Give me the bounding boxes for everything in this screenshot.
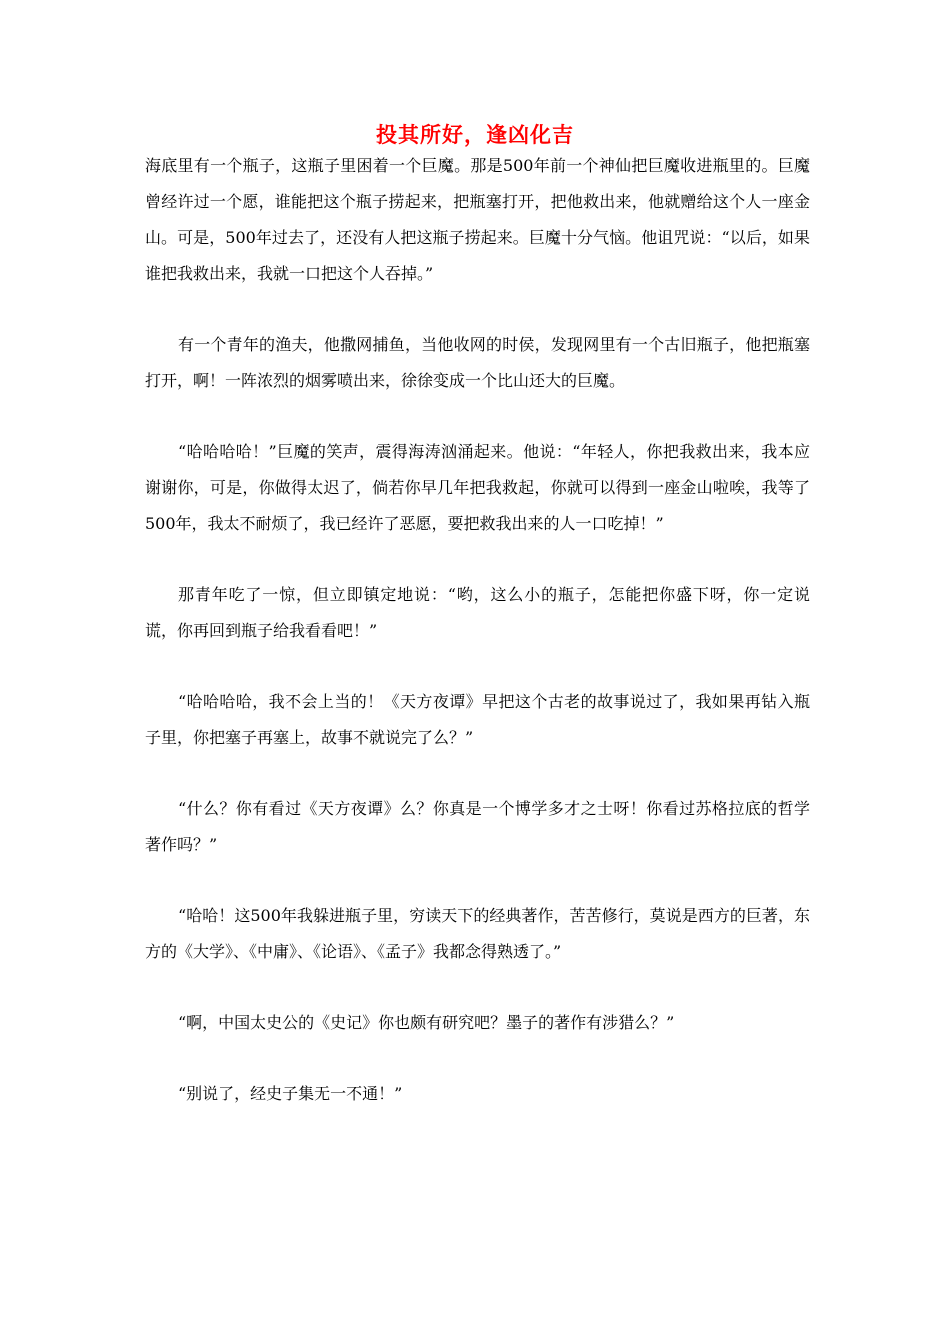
paragraph-2: 有一个青年的渔夫，他撒网捕鱼，当他收网的时侯，发现网里有一个古旧瓶子，他把瓶塞打开，啊！一阵浓烈的烟雾喷出来，徐徐变成一个比山还大的巨魔。 bbox=[145, 335, 810, 390]
paragraph-1: 海底里有一个瓶子，这瓶子里困着一个巨魔。那是500年前一个神仙把巨魔收进瓶里的。巨魔曾经许过一个愿，谁能把这个瓶子捞起来，把瓶塞打开，把他救出来，他就赠给这个人一座金山。可是，500年过去了，还没有人把这瓶子捞起来。巨魔十分气恼。他诅咒说：“以后，如果谁把我救出来，我就一口把这个人吞掉。” bbox=[145, 156, 810, 283]
article-body bbox=[145, 148, 810, 1112]
paragraph-9: “别说了，经史子集无一不通！” bbox=[178, 1084, 403, 1103]
page-title: 投其所好，逢凶化吉 bbox=[376, 122, 574, 147]
paragraph-4: 那青年吃了一惊，但立即镇定地说：“哟，这么小的瓶子，怎能把你盛下呀，你一定说谎，你再回到瓶子给我看看吧！” bbox=[145, 585, 810, 640]
paragraph-8: “啊，中国太史公的《史记》你也颇有研究吧？墨子的著作有涉猎么？” bbox=[178, 1013, 675, 1032]
paragraph-5: “哈哈哈哈，我不会上当的！《天方夜谭》早把这个古老的故事说过了，我如果再钻入瓶子里，你把塞子再塞上，故事不就说完了么？” bbox=[145, 692, 810, 747]
paragraph-6: “什么？你有看过《天方夜谭》么？你真是一个博学多才之士呀！你看过苏格拉底的哲学著作吗？” bbox=[145, 799, 810, 854]
paragraph-7: “哈哈！这500年我躲进瓶子里，穷读天下的经典著作，苦苦修行，莫说是西方的巨著，东方的《大学》、《中庸》、《论语》、《孟子》我都念得熟透了。” bbox=[145, 906, 810, 961]
paragraph-3: “哈哈哈哈！”巨魔的笑声，震得海涛汹涌起来。他说：“年轻人，你把我救出来，我本应谢谢你，可是，你做得太迟了，倘若你早几年把我救起，你就可以得到一座金山啦唉，我等了500年，我太不耐烦了，我已经许了恶愿，要把救我出来的人一口吃掉！” bbox=[145, 442, 810, 533]
